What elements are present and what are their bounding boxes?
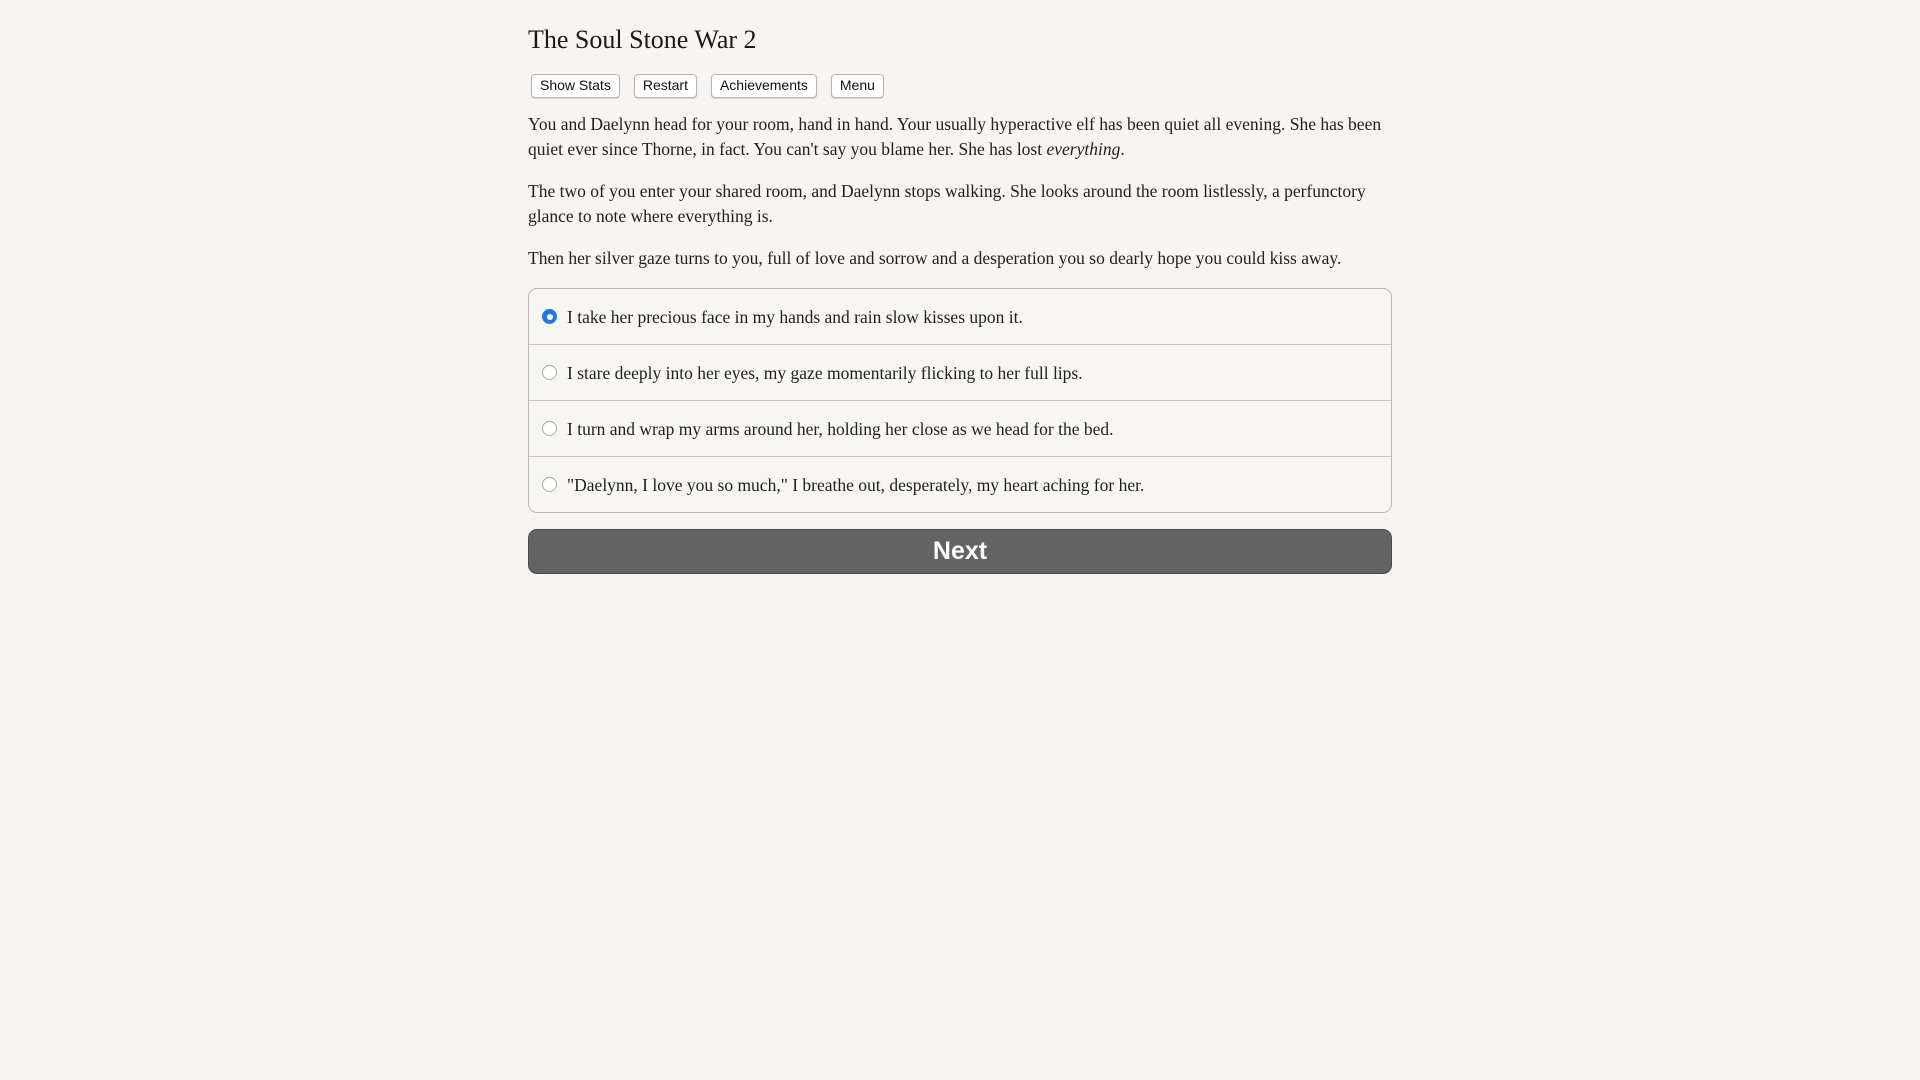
story-paragraph-1-text: You and Daelynn head for your room, hand in hand. Your usually hyperactive elf has been quiet all evening. She has been quiet ever since Thorne, in fact. You can't say you blame her. She has lost	[528, 114, 1382, 159]
toolbar	[528, 74, 1392, 98]
choice-label: "Daelynn, I love you so much," I breathe out, desperately, my heart aching for her.	[567, 474, 1145, 495]
story-paragraph-2: The two of you enter your shared room, and Daelynn stops walking. She looks around the room listlessly, a perfunctory glance to note where everything is.	[528, 181, 1366, 226]
story-emphasis: everything	[1046, 139, 1121, 159]
game-title: The Soul Stone War 2	[528, 25, 757, 54]
radio-icon[interactable]	[542, 365, 557, 380]
story-paragraph-1	[528, 112, 1392, 162]
radio-icon[interactable]	[542, 477, 557, 492]
story-paragraph-3: Then her silver gaze turns to you, full of love and sorrow and a desperation you so dearly hope you could kiss away.	[528, 248, 1342, 268]
restart-button[interactable]: Restart	[634, 74, 697, 98]
choice-option-4[interactable]	[529, 457, 1391, 512]
choice-label: I take her precious face in my hands and rain slow kisses upon it.	[567, 306, 1023, 327]
game-page	[528, 0, 1392, 574]
choice-option-1[interactable]	[529, 289, 1391, 345]
choice-list	[528, 288, 1392, 513]
choice-option-3[interactable]	[529, 401, 1391, 457]
choice-label: I stare deeply into her eyes, my gaze momentarily flicking to her full lips.	[567, 362, 1083, 383]
story-text	[528, 112, 1392, 271]
story-paragraph-1-end: .	[1120, 139, 1125, 159]
radio-selected-icon[interactable]	[542, 309, 557, 324]
next-button[interactable]: Next	[528, 529, 1392, 574]
choice-option-2[interactable]	[529, 345, 1391, 401]
radio-icon[interactable]	[542, 421, 557, 436]
show-stats-button[interactable]: Show Stats	[531, 74, 620, 98]
menu-button[interactable]: Menu	[831, 74, 884, 98]
achievements-button[interactable]: Achievements	[711, 74, 817, 98]
choice-label: I turn and wrap my arms around her, holding her close as we head for the bed.	[567, 418, 1114, 439]
